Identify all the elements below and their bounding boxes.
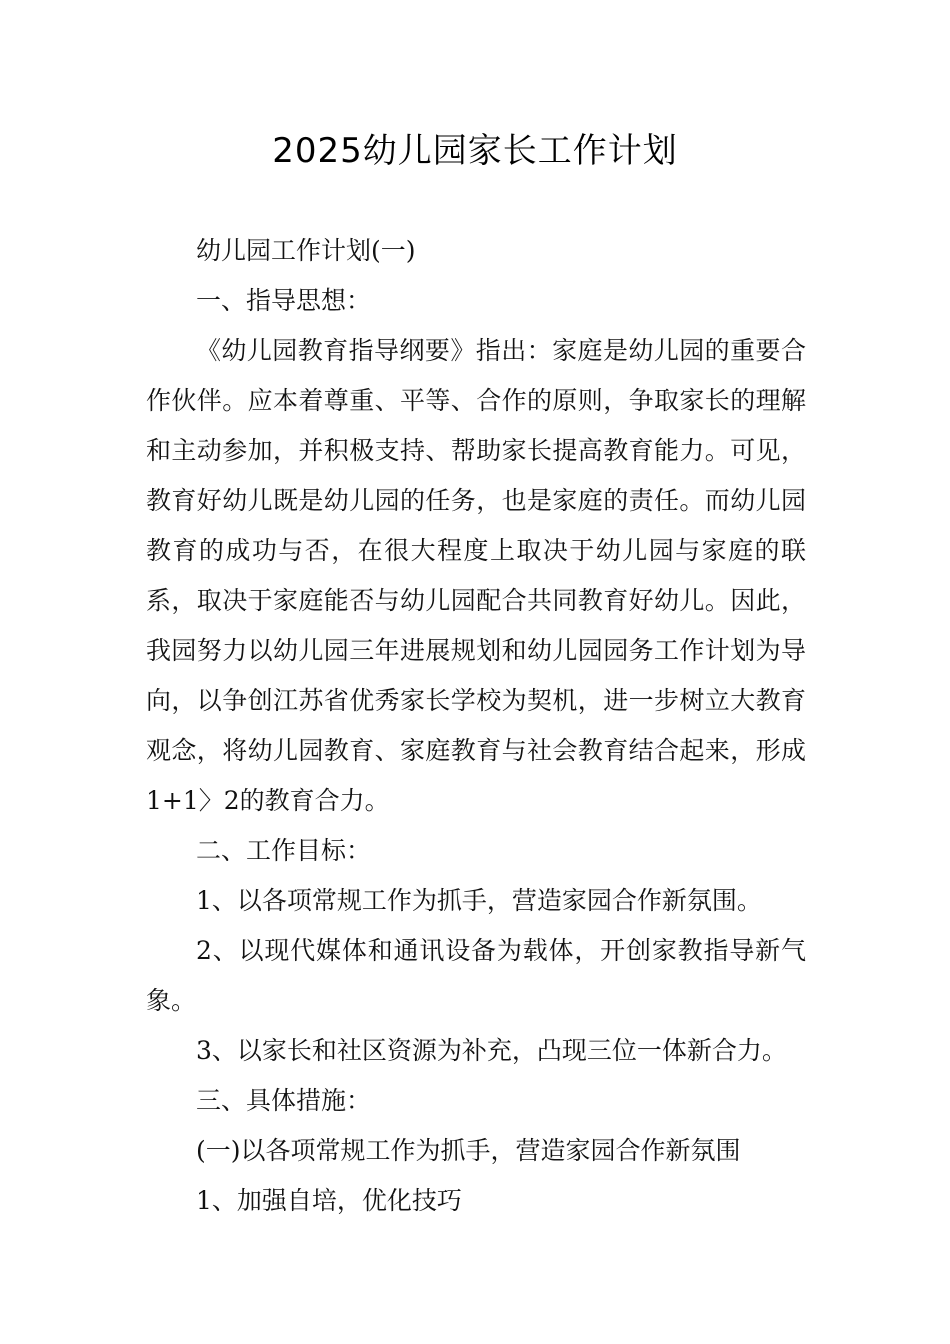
document-title: 2025幼儿园家长工作计划 xyxy=(272,131,678,171)
subsection-heading: (一)以各项常规工作为抓手，营造家园合作新氛围 xyxy=(196,1136,741,1165)
list-item: 1、以各项常规工作为抓手，营造家园合作新氛围。 xyxy=(196,886,762,915)
paragraph: 《幼儿园教育指导纲要》指出：家庭是幼儿园的重要合作伙伴。应本着尊重、平等、合作的原则，争取家长的理解和主动参加，并积极支持、帮助家长提高教育能力。可见，教育好幼儿既是幼儿园的任务，也是家庭的责任。而幼儿园教育的成功与否，在很大程度上取决于幼儿园与家庭的联系，取决于家庭能否与幼儿园配合共同教育好幼儿。因此，我园努力以幼儿园三年进展规划和幼儿园园务工作计划为导向，以争创江苏省优秀家长学校为契机，进一步树立大教育观念，将幼儿园教育、家庭教育与社会教育结合起来，形成1+1〉2的教育合力。 xyxy=(146,336,806,815)
list-item: 2、以现代媒体和通讯设备为载体，开创家教指导新气象。 xyxy=(146,936,806,1015)
section-heading: 一、指导思想： xyxy=(196,286,372,315)
list-item: 3、以家长和社区资源为补充，凸现三位一体新合力。 xyxy=(196,1036,787,1065)
document-body xyxy=(146,226,806,1226)
paragraph: 幼儿园工作计划(一) xyxy=(196,236,416,265)
list-item: 1、加强自培，优化技巧 xyxy=(196,1186,462,1215)
section-heading: 三、具体措施： xyxy=(196,1086,372,1115)
section-heading: 二、工作目标： xyxy=(196,836,372,865)
